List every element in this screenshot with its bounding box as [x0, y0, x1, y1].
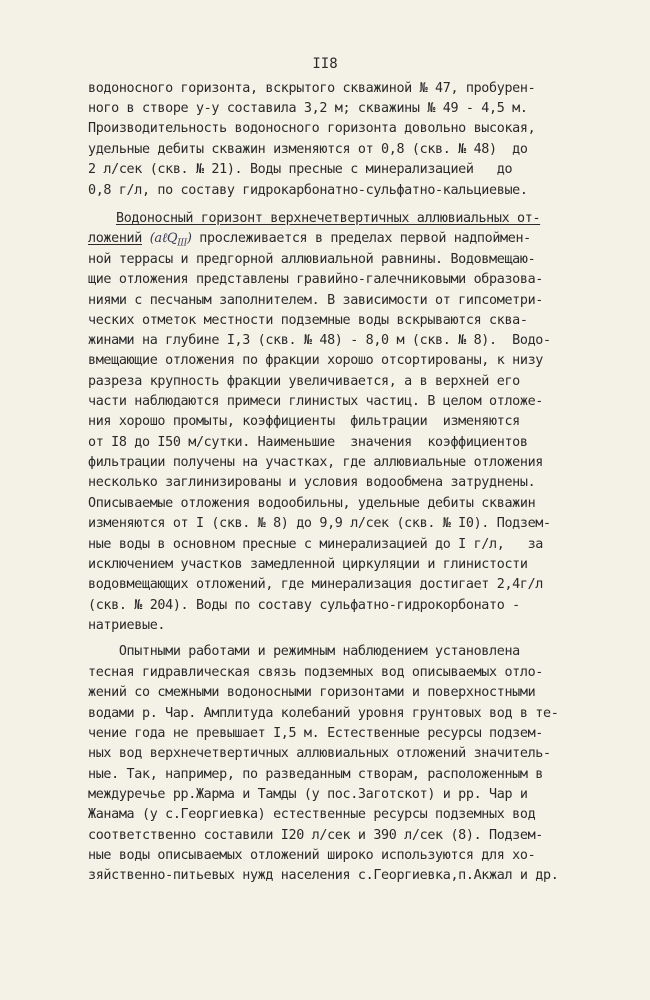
text-line: 2 л/сек (скв. № 21). Воды пресные с минерализацией до	[88, 162, 513, 177]
text-line: Описываемые отложения водообильны, удельные дебиты скважин	[88, 496, 536, 511]
text-line: разреза крупность фракции увеличивается, а в верхней его	[88, 374, 520, 389]
text-line: Опытными работами и режимным наблюдением установлена	[88, 644, 520, 659]
text-line: ные. Так, например, по разведанным створам, расположенным в	[88, 767, 543, 782]
text-line: вмещающие отложения по фракции хорошо отсортированы, к низу	[88, 353, 543, 368]
text-line: Жанама (у с.Георгиевка) естественные ресурсы подземных вод	[88, 807, 536, 822]
handwritten-index-subscript: III	[177, 238, 187, 249]
underlined-heading: ложений	[88, 231, 142, 246]
text-line: изменяются от I (скв. № 8) до 9,9 л/сек (скв. № I0). Подзем-	[88, 516, 551, 531]
text-line: натриевые.	[88, 618, 166, 633]
text-line: соответственно составили I20 л/сек и 390 л/сек (8). Подзем-	[88, 828, 543, 843]
text-line: водоносного горизонта, вскрытого скважиной № 47, пробурен-	[88, 81, 536, 96]
text-line: удельные дебиты скважин изменяются от 0,8 (скв. № 48) до	[88, 142, 528, 157]
text-line: ного в створе у-у составила 3,2 м; скважины № 49 - 4,5 м.	[88, 101, 528, 116]
text-line: ниями с песчаным заполнителем. В зависимости от гипсометри-	[88, 293, 543, 308]
text-line: фильтрации получены на участках, где аллювиальные отложения	[88, 455, 543, 470]
text-line: исключением участков замедленной циркуляции и глинистости	[88, 557, 528, 572]
handwritten-index: (aℓQ	[149, 231, 178, 246]
text-line: водами р. Чар. Амплитуда колебаний уровня грунтовых вод в те-	[88, 706, 559, 721]
heading-continuation: прослеживается в пределах первой надпоймен-	[191, 231, 531, 246]
text-line: щие отложения представлены гравийно-галечниковыми образова-	[88, 272, 543, 287]
text-line: тесная гидравлическая связь подземных вод описываемых отло-	[88, 665, 543, 680]
text-line: жений со смежными водоносными горизонтами и поверхностными	[88, 685, 536, 700]
text-line: зяйственно-питьевых нужд населения с.Георгиевка,п.Акжал и др.	[88, 868, 559, 883]
page-number: II8	[312, 56, 338, 72]
text-line: (скв. № 204). Воды по составу сульфатно-гидрокорбонато -	[88, 598, 520, 613]
text-line: ческих отметок местности подземные воды вскрываются сква-	[88, 313, 528, 328]
text-line: несколько заглинизированы и условия водообмена затруднены.	[88, 475, 536, 490]
text-line: междуречье рр.Жарма и Тамды (у пос.Заготскот) и рр. Чар и	[88, 787, 528, 802]
text-line: чение года не превышает I,5 м. Естественные ресурсы подзем-	[88, 726, 543, 741]
text-line: жинами на глубине I,3 (скв. № 48) - 8,0 м (скв. № 8). Водо-	[88, 333, 551, 348]
text-line: от I8 до I50 м/сутки. Наименьшие значения коэффициентов	[88, 435, 528, 450]
section-heading-line	[116, 209, 616, 229]
text-line: ные воды в основном пресные с минерализацией до I г/л, за	[88, 537, 543, 552]
text-line: водовмещающих отложений, где минерализация достигает 2,4г/л	[88, 577, 543, 592]
text-line: части наблюдаются примеси глинистых частиц. В целом отложе-	[88, 394, 543, 409]
text-line: Производительность водоносного горизонта довольно высокая,	[88, 121, 536, 136]
text-line: 0,8 г/л, по составу гидрокарбонатно-сульфатно-кальциевые.	[88, 183, 528, 198]
text-line: ния хорошо промыты, коэффициенты фильтрации изменяются	[88, 414, 520, 429]
text-line: ной террасы и предгорной аллювиальной равнины. Водовмещаю-	[88, 252, 536, 267]
text-line: ные воды описываемых отложений широко используются для хо-	[88, 848, 536, 863]
handwritten-index-close: )	[186, 231, 192, 246]
underlined-heading: Водоносный горизонт верхнечетвертичных аллювиальных от-	[116, 211, 541, 226]
text-line: ных вод верхнечетвертичных аллювиальных отложений значитель-	[88, 746, 551, 761]
